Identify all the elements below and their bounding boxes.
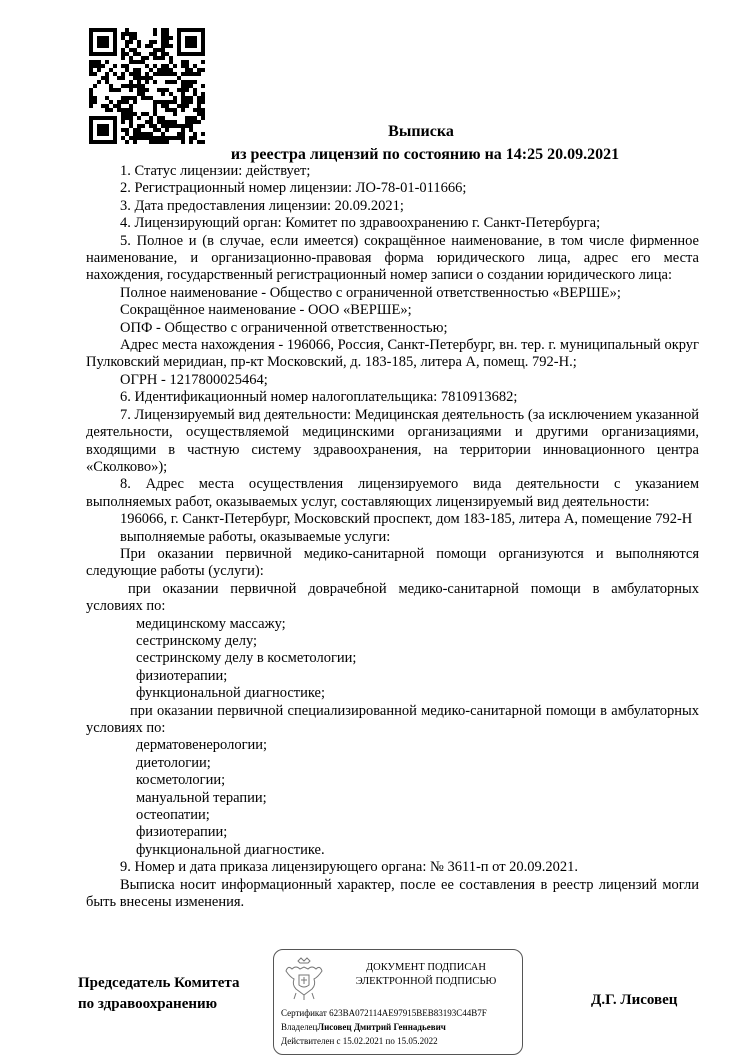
legal-form: ОПФ - Общество с ограниченной ответственностью; <box>120 319 448 336</box>
disclaimer-note: Выписка носит информационный характер, после ее составления в реестр лицензий могли быть внесены изменения. <box>86 876 699 911</box>
signatory-position-line1: Председатель Комитета <box>78 975 240 991</box>
specialized-care-intro: при оказании первичной специализированной медико-санитарной помощи в амбулаторных условиях по: <box>86 702 699 736</box>
issue-date: 3. Дата предоставления лицензии: 20.09.2021; <box>120 197 404 214</box>
activity-address: 196066, г. Санкт-Петербург, Московский проспект, дом 183-185, литера А, помещение 792-Н <box>120 511 693 528</box>
owner-label: Владелец <box>281 1022 318 1032</box>
electronic-signature-stamp <box>273 949 523 1055</box>
list-item: мануальной терапии; <box>136 789 267 806</box>
list-item: дерматовенерологии; <box>136 737 268 754</box>
order-number: 9. Номер и дата приказа лицензирующего органа: № 3611-п от 20.09.2021. <box>120 859 579 876</box>
list-item: функциональной диагностике. <box>136 841 325 858</box>
entity-info-heading: 5. Полное и (в случае, если имеется) сокращённое наименование, в том числе фирменное наименование, и организационно-правовая форма юридического лица, адрес его места нахождения, государственный регистрационный номер записи о создании юридического лица: <box>86 232 699 284</box>
registration-number: 2. Регистрационный номер лицензии: ЛО-78-01-011666; <box>120 180 467 197</box>
license-status: 1. Статус лицензии: действует; <box>120 163 311 179</box>
certificate-validity: Действителен с 15.02.2021 по 15.05.2022 <box>281 1036 438 1046</box>
full-name: Полное наименование - Общество с ограниченной ответственностью «ВЕРШЕ»; <box>120 284 621 301</box>
licensed-activity: 7. Лицензируемый вид деятельности: Медицинская деятельность (за исключением указанной деятельности, осуществляемой медицинскими организациями и другими организациями, входящими в частную систему здравоохранения, на территории инновационного центра «Сколково»); <box>86 406 699 475</box>
certificate-number: Сертификат 623BA072114AE97915BEB83193C44B7F <box>281 1008 487 1018</box>
pre-doctor-care-intro: при оказании первичной доврачебной медико-санитарной помощи в амбулаторных условиях по: <box>86 580 699 615</box>
licensing-authority: 4. Лицензирующий орган: Комитет по здравоохранению г. Санкт-Петербурга; <box>120 215 601 232</box>
signatory-position-line2: по здравоохранению <box>78 996 218 1012</box>
document-title: Выписка <box>388 123 454 140</box>
legal-address: Адрес места нахождения - 196066, Россия, Санкт-Петербург, вн. тер. г. муниципальный округ Пулковский меридиан, пр-кт Московский, д. 183-185, литера А, помещ. 792-Н.; <box>86 337 699 371</box>
list-item: диетологии; <box>136 754 211 771</box>
list-item: косметологии; <box>136 772 226 789</box>
inn: 6. Идентификационный номер налогоплательщика: 7810913682; <box>120 389 518 406</box>
document-body <box>86 163 699 911</box>
certificate-owner <box>281 1022 446 1032</box>
primary-care-intro: При оказании первичной медико-санитарной помощи организуются и выполняются следующие работы (услуги): <box>86 545 699 580</box>
list-item: сестринскому делу; <box>136 632 258 649</box>
signatory-position <box>78 973 239 1015</box>
list-item: физиотерапии; <box>136 667 228 684</box>
ogrn: ОГРН - 1217800025464; <box>120 371 268 388</box>
list-item: физиотерапии; <box>136 824 228 841</box>
stamp-header-line1: ДОКУМЕНТ ПОДПИСАН <box>366 962 486 973</box>
signatory-name: Д.Г. Лисовец <box>591 992 678 1008</box>
coat-of-arms-icon <box>284 955 324 1001</box>
works-label: выполняемые работы, оказываемые услуги: <box>120 528 391 545</box>
activity-address-heading: 8. Адрес места осуществления лицензируемого вида деятельности с указанием выполняемых работ, оказываемых услуг, составляющих лицензируемый вид деятельности: <box>86 476 699 510</box>
short-name: Сокращённое наименование - ООО «ВЕРШЕ»; <box>120 302 412 319</box>
stamp-header <box>336 961 516 989</box>
document-subtitle: из реестра лицензий по состоянию на 14:25 20.09.2021 <box>230 146 620 163</box>
list-item: функциональной диагностике; <box>136 685 325 702</box>
list-item: медицинскому массажу; <box>136 615 286 632</box>
list-item: остеопатии; <box>136 807 210 824</box>
owner-name: Лисовец Дмитрий Геннадьевич <box>317 1022 446 1032</box>
stamp-header-line2: ЭЛЕКТРОННОЙ ПОДПИСЬЮ <box>355 976 497 987</box>
list-item: сестринскому делу в косметологии; <box>136 650 357 667</box>
